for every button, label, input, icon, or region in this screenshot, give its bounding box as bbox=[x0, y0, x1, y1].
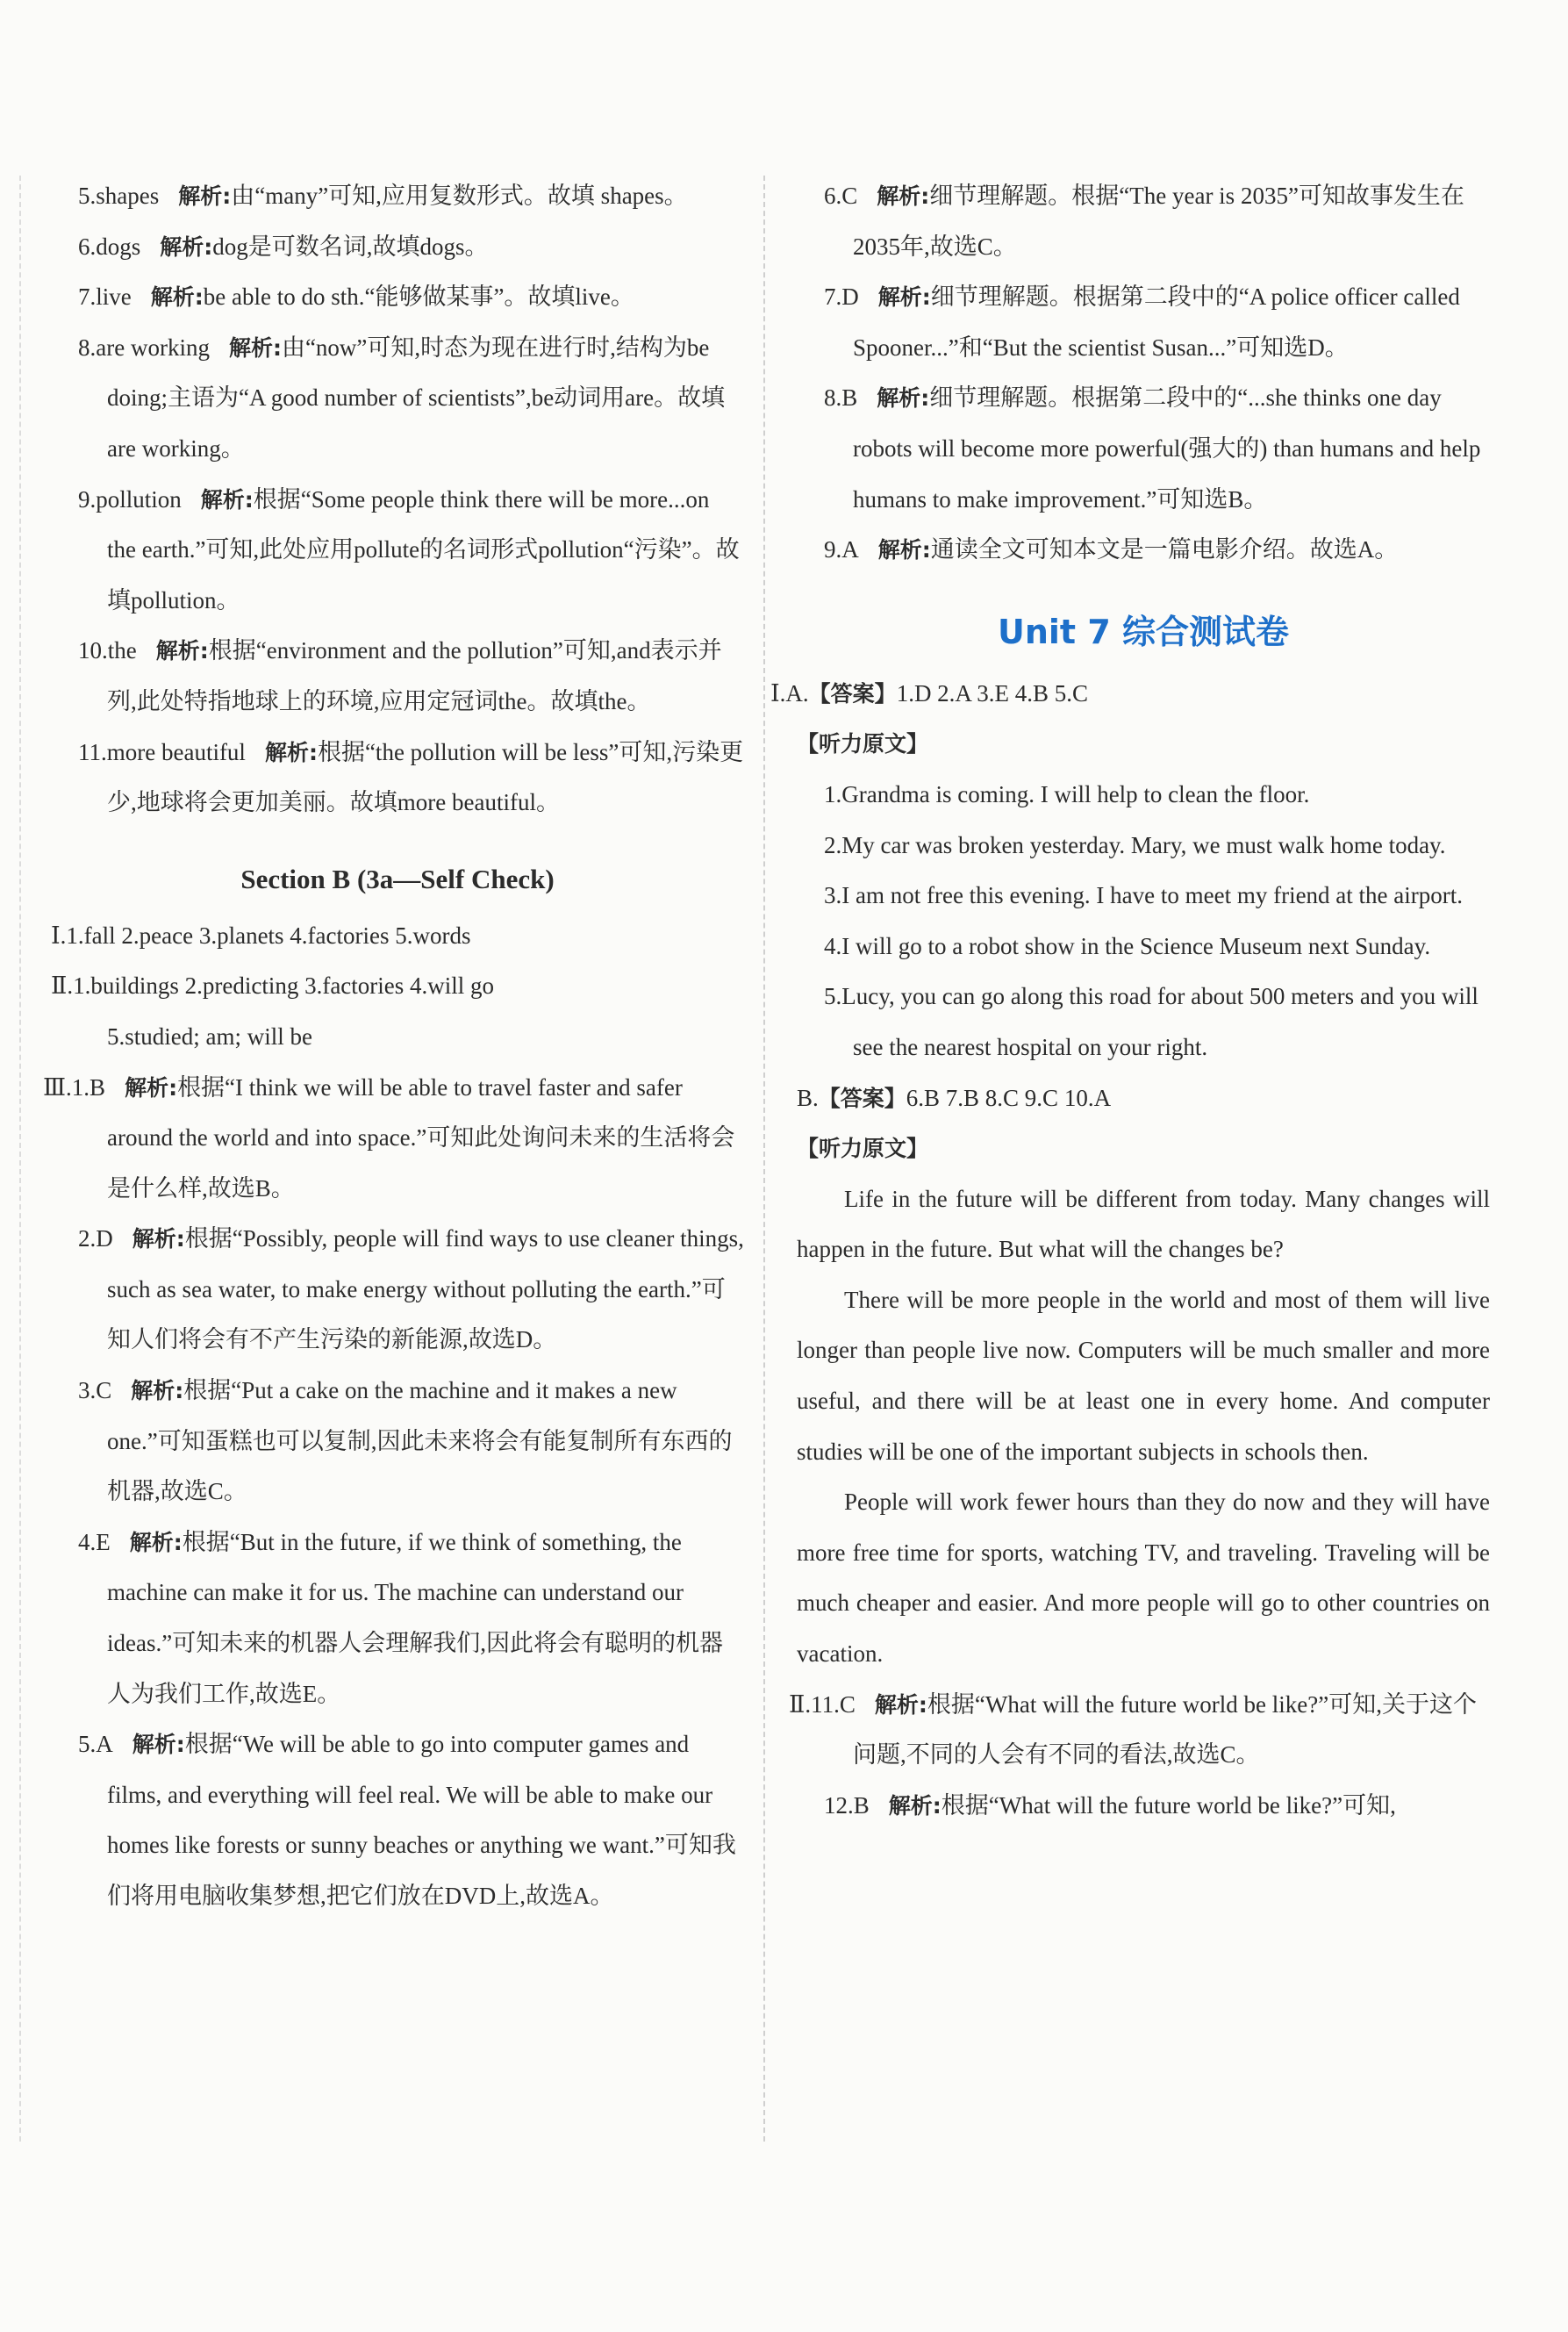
passage-paragraph: There will be more people in the world and most of them will live longer than people live now. Computers will be much smaller and more useful, and there will be at least one in every home. And computer studies will be one of the important subjects in schools then. bbox=[797, 1286, 1490, 1465]
analysis-text: 根据“Some people think there will be more...on the earth.”可知,此处应用pollute的名词形式pollution“污染”。故填pollution。 bbox=[107, 485, 740, 613]
analysis-label: 解析: bbox=[160, 233, 213, 260]
roman-prefix: Ⅲ. bbox=[43, 1073, 72, 1101]
analysis-text: 由“now”可知,时态为现在进行时,结构为be doing;主语为“A good number of scientists”,be动词用are。故填are working。 bbox=[107, 334, 726, 462]
answer-item bbox=[43, 1063, 744, 1215]
analysis-label: 解析: bbox=[125, 1074, 178, 1101]
answer-item bbox=[51, 323, 744, 475]
roman-2-answers: Ⅱ.1.buildings 2.predicting 3.factories 4.will go bbox=[51, 972, 495, 1000]
left-column bbox=[43, 171, 744, 1922]
answer-item bbox=[51, 171, 744, 222]
listening-a-list bbox=[797, 770, 1490, 1073]
analysis-label: 解析: bbox=[264, 739, 318, 765]
analysis-text: 由“many”可知,应用复数形式。故填 shapes。 bbox=[231, 183, 688, 209]
answer-item bbox=[51, 1719, 744, 1921]
analysis-label: 解析: bbox=[132, 1226, 185, 1252]
answer-item bbox=[797, 525, 1490, 576]
unit-title: Unit 7 综合测试卷 bbox=[998, 612, 1289, 651]
analysis-text: 细节理解题。根据第二段中的“...she thinks one day robots will become more powerful(强大的) than humans and help humans to make improvement.”可知选B。 bbox=[853, 384, 1481, 513]
analysis-text: 根据“We will be able to go into computer games and films, and everything will feel real. We will be able to make our homes like forests or sunny beaches or anything we want.”可知我们将用电脑收集梦想,把它们放在DVD上,故选A。 bbox=[107, 1731, 736, 1909]
answer-list-left-top bbox=[51, 171, 744, 829]
answer-list-roman-3 bbox=[43, 1063, 744, 1922]
listening-line: 3.I am not free this evening. I have to meet my friend at the airport. bbox=[824, 882, 1463, 909]
answer-item bbox=[51, 626, 744, 727]
answer-list-roman-2 bbox=[789, 1680, 1490, 1832]
analysis-label: 解析: bbox=[129, 1529, 183, 1555]
answer-tag: 【答案】 bbox=[818, 1085, 906, 1111]
analysis-label: 解析: bbox=[877, 183, 930, 209]
answer-key: 7.D bbox=[824, 283, 859, 311]
analysis-text: 根据“Possibly, people will find ways to use cleaner things, such as sea water, to make energy without polluting the earth.”可知人们将会有不产生污染的新能源,故选D。 bbox=[107, 1225, 744, 1353]
listening-passage bbox=[797, 1174, 1490, 1680]
answer-key: 12.B bbox=[824, 1791, 870, 1819]
answer-item bbox=[797, 171, 1490, 272]
answer-item bbox=[51, 272, 744, 323]
answer-tag: 【答案】 bbox=[808, 680, 897, 707]
analysis-label: 解析: bbox=[877, 284, 931, 311]
analysis-text: dog是可数名词,故填dogs。 bbox=[212, 233, 489, 260]
answer-item bbox=[51, 222, 744, 273]
answers-b-line bbox=[797, 1073, 1490, 1124]
answers-a: 1.D 2.A 3.E 4.B 5.C bbox=[896, 679, 1088, 707]
answer-item bbox=[797, 272, 1490, 373]
roman-1-answers: Ⅰ.1.fall 2.peace 3.planets 4.factories 5.words bbox=[51, 922, 471, 949]
analysis-label: 解析: bbox=[150, 284, 204, 311]
analysis-label: 解析: bbox=[131, 1378, 184, 1404]
answer-key: 8.B bbox=[824, 384, 858, 412]
roman-prefix: Ⅱ. bbox=[789, 1690, 812, 1718]
answers-a-prefix: Ⅰ.A. bbox=[770, 679, 809, 707]
analysis-text: 根据“But in the future, if we think of something, the machine can make it for us. The machine can understand our ideas.”可知未来的机器人会理解我们,因此将会有聪明的机器人为我们工作,故选E。 bbox=[107, 1528, 723, 1707]
binding-margin-line bbox=[19, 176, 21, 2142]
analysis-label: 解析: bbox=[874, 1691, 927, 1718]
answer-key: 9.A bbox=[824, 536, 859, 563]
listening-line: 1.Grandma is coming. I will help to clean the floor. bbox=[824, 780, 1310, 807]
analysis-label: 解析: bbox=[132, 1732, 185, 1758]
answers-b: 6.B 7.B 8.C 9.C 10.A bbox=[906, 1084, 1112, 1111]
answer-key: 11.more beautiful bbox=[78, 738, 246, 765]
answer-key: 2.D bbox=[78, 1225, 113, 1252]
answer-key: 6.C bbox=[824, 183, 858, 209]
analysis-label: 解析: bbox=[178, 183, 232, 209]
analysis-text: 根据“What will the future world be like?”可知, bbox=[941, 1791, 1396, 1819]
answer-key: 4.E bbox=[78, 1528, 111, 1555]
answer-key: 8.are working bbox=[78, 334, 210, 361]
analysis-label: 解析: bbox=[228, 334, 282, 361]
answer-item bbox=[51, 1214, 744, 1366]
column-divider bbox=[763, 176, 765, 2142]
answer-key: 9.pollution bbox=[78, 485, 182, 513]
listening-line: 4.I will go to a robot show in the Science Museum next Sunday. bbox=[824, 932, 1431, 959]
analysis-text: 根据“environment and the pollution”可知,and表示并列,此处特指地球上的环境,应用定冠词the。故填the。 bbox=[107, 637, 722, 714]
listening-line: 2.My car was broken yesterday. Mary, we must walk home today. bbox=[824, 831, 1446, 858]
listening-line: 5.Lucy, you can go along this road for about 500 meters and you will see the nearest hospital on your right. bbox=[824, 983, 1479, 1060]
right-column bbox=[770, 171, 1490, 1831]
passage-paragraph: People will work fewer hours than they do now and they will have more free time for sports, watching TV, and traveling. Traveling will be much cheaper and easier. And more people will go to other countries on vacation. bbox=[797, 1489, 1490, 1668]
listening-title: 【听力原文】 bbox=[797, 731, 929, 757]
answer-key: 5.shapes bbox=[78, 183, 160, 209]
answer-key: 1.B bbox=[71, 1073, 106, 1101]
answer-item bbox=[51, 475, 744, 627]
analysis-label: 解析: bbox=[877, 385, 930, 412]
answers-b-prefix: B. bbox=[797, 1084, 819, 1111]
answer-item bbox=[51, 1366, 744, 1518]
answer-key: 11.C bbox=[811, 1690, 856, 1718]
answer-key: 5.A bbox=[78, 1731, 113, 1758]
answer-list-right-top bbox=[797, 171, 1490, 576]
analysis-text: 根据“I think we will be able to travel faster and safer around the world and into space.”可知此处询问未来的生活将会是什么样,故选B。 bbox=[107, 1073, 735, 1202]
analysis-label: 解析: bbox=[200, 486, 254, 513]
answer-item bbox=[797, 373, 1490, 525]
analysis-text: 根据“the pollution will be less”可知,污染更少,地球将会更加美丽。故填more beautiful。 bbox=[107, 738, 744, 816]
answers-a-line bbox=[770, 669, 1490, 720]
passage-paragraph: Life in the future will be different from today. Many changes will happen in the future. But what will the changes be? bbox=[797, 1185, 1490, 1263]
listening-title-b: 【听力原文】 bbox=[797, 1136, 929, 1162]
answer-item bbox=[51, 1518, 744, 1719]
answer-key: 3.C bbox=[78, 1377, 112, 1404]
roman-2-answers-cont: 5.studied; am; will be bbox=[107, 1022, 312, 1050]
analysis-text: be able to do sth.“能够做某事”。故填live。 bbox=[203, 283, 634, 311]
analysis-label: 解析: bbox=[888, 1792, 942, 1819]
analysis-text: 细节理解题。根据“The year is 2035”可知故事发生在2035年,故选C。 bbox=[853, 183, 1464, 260]
analysis-text: 通读全文可知本文是一篇电影介绍。故选A。 bbox=[930, 536, 1399, 563]
answer-item bbox=[797, 1781, 1490, 1832]
analysis-text: 根据“What will the future world be like?”可知,关于这个问题,不同的人会有不同的看法,故选C。 bbox=[853, 1690, 1477, 1769]
answer-key: 10.the bbox=[78, 637, 137, 664]
answer-key: 6.dogs bbox=[78, 233, 141, 260]
answer-key: 7.live bbox=[78, 283, 132, 311]
answer-item bbox=[51, 728, 744, 829]
section-title: Section B (3a—Self Check) bbox=[240, 863, 555, 894]
analysis-text: 根据“Put a cake on the machine and it makes a new one.”可知蛋糕也可以复制,因此未来将会有能复制所有东西的机器,故选C。 bbox=[107, 1377, 733, 1505]
analysis-text: 细节理解题。根据第二段中的“A police officer called Spooner...”和“But the scientist Susan...”可知选D。 bbox=[853, 283, 1460, 361]
analysis-label: 解析: bbox=[877, 537, 931, 563]
analysis-label: 解析: bbox=[155, 638, 209, 664]
answer-item bbox=[789, 1680, 1490, 1781]
